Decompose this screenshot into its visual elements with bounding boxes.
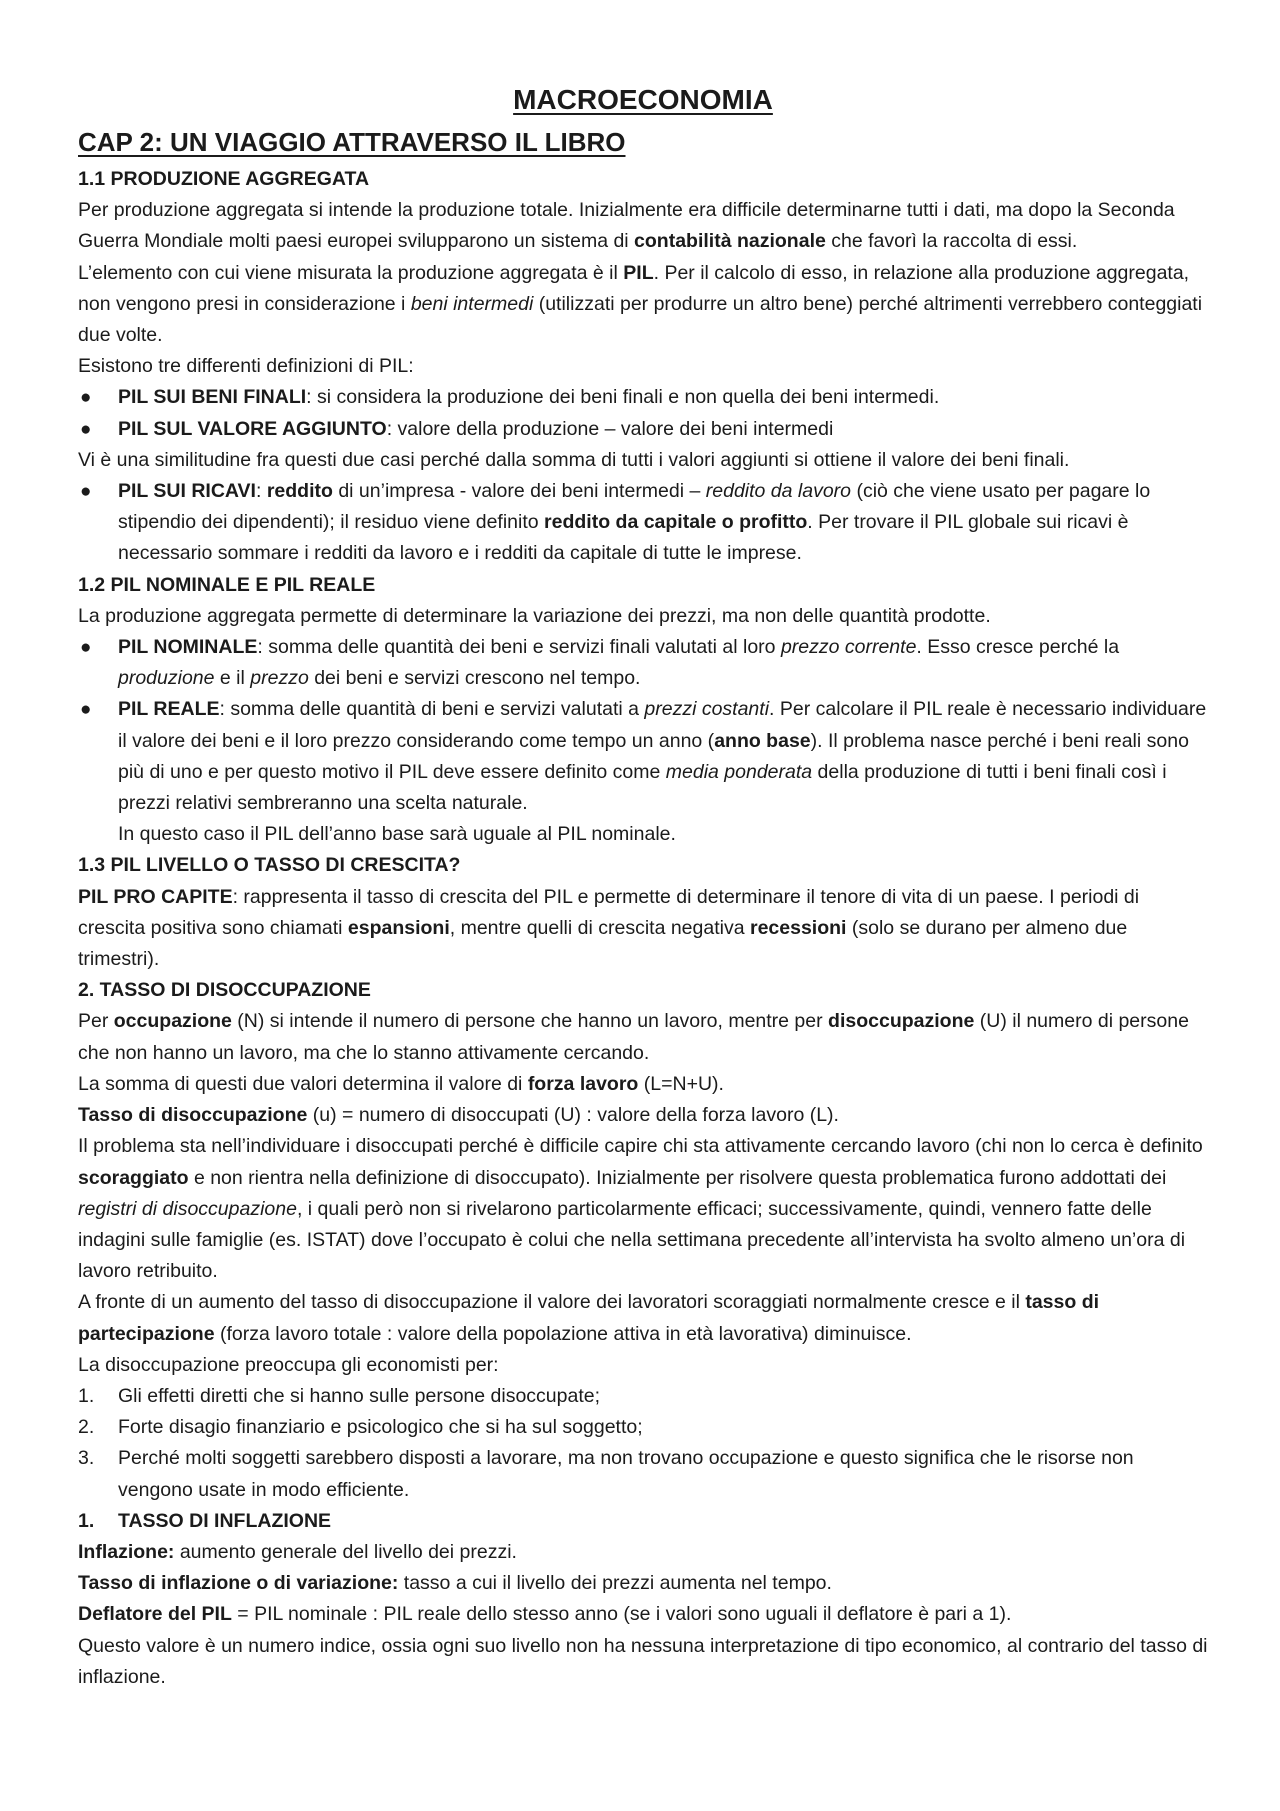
bullet-icon: ● [80, 637, 92, 659]
document-title: MACROECONOMIA [513, 84, 773, 115]
document-page [78, 78, 1208, 1693]
bullet-icon: ● [80, 699, 92, 721]
chapter-title: CAP 2: UN VIAGGIO ATTRAVERSO IL LIBRO [78, 127, 626, 157]
list-item: ● PIL SUI BENI FINALI: si considera la produzione dei beni finali e non quella dei beni intermedi. [78, 382, 1208, 413]
list-item-continuation: In questo caso il PIL dell’anno base sarà uguale al PIL nominale. [118, 823, 676, 846]
paragraph: Per produzione aggregata si intende la produzione totale. Inizialmente era difficile determinarne tutti i dati, ma dopo la Seconda Guerra Mondiale molti paesi europei svilupparono un sistema di contabilità nazionale che favorì la raccolta di essi. [78, 199, 1175, 253]
list-item: ● PIL NOMINALE: somma delle quantità dei beni e servizi finali valutati al loro prezzo corrente. Esso cresce perché la produzione e il prezzo dei beni e servizi crescono nel tempo. [78, 632, 1208, 694]
paragraph: Il problema sta nell’individuare i disoccupati perché è difficile capire chi sta attivamente cercando lavoro (chi non lo cerca è definito scoraggiato e non rientra nella definizione di disoccupato). Inizialmente per risolvere questa problematica furono addottati dei registri di disoccupazione, i quali però non si rivelarono particolarmente efficaci; successivamente, quindi, vennero fatte delle indagini sulle famiglie (es. ISTAT) dove l’occupato è colui che nella settimana precedente all’intervista ha svolto almeno un’ora di lavoro retribuito. [78, 1135, 1203, 1283]
bullet-icon: ● [80, 387, 92, 409]
section-heading-inflazione: 1. TASSO DI INFLAZIONE [78, 1509, 332, 1532]
paragraph: L’elemento con cui viene misurata la produzione aggregata è il PIL. Per il calcolo di esso, in relazione alla produzione aggregata, non vengono presi in considerazione i beni intermedi (utilizzati per produrre un altro bene) perché altrimenti verrebbero conteggiati due volte. [78, 261, 1203, 347]
paragraph: La somma di questi due valori determina il valore di forza lavoro (L=N+U). [78, 1072, 724, 1095]
numbered-list [78, 1381, 1208, 1506]
paragraph: PIL PRO CAPITE: rappresenta il tasso di crescita del PIL e permette di determinare il tenore di vita di un paese. I periodi di crescita positiva sono chiamati espansioni, mentre quelli di crescita negativa recessioni (solo se durano per almeno due trimestri). [78, 885, 1140, 971]
paragraph: Esistono tre differenti definizioni di PIL: [78, 355, 414, 378]
section-heading-1-1: 1.1 PRODUZIONE AGGREGATA [78, 168, 370, 190]
bullet-list [78, 476, 1208, 570]
bullet-icon: ● [80, 481, 92, 503]
list-item: ● PIL SUL VALORE AGGIUNTO: valore della produzione – valore dei beni intermedi [78, 414, 1208, 445]
paragraph: La produzione aggregata permette di determinare la variazione dei prezzi, ma non delle quantità prodotte. [78, 604, 991, 627]
paragraph: Deflatore del PIL = PIL nominale : PIL reale dello stesso anno (se i valori sono uguali il deflatore è pari a 1). [78, 1603, 1012, 1626]
paragraph: La disoccupazione preoccupa gli economisti per: [78, 1353, 499, 1376]
paragraph: Tasso di disoccupazione (u) = numero di disoccupati (U) : valore della forza lavoro (L). [78, 1104, 839, 1127]
paragraph: Vi è una similitudine fra questi due casi perché dalla somma di tutti i valori aggiunti si ottiene il valore dei beni finali. [78, 448, 1070, 471]
list-item: 1. Gli effetti diretti che si hanno sulle persone disoccupate; [78, 1384, 601, 1407]
list-item: 3. Perché molti soggetti sarebbero disposti a lavorare, ma non trovano occupazione e questo significa che le risorse non vengono usate in modo efficiente. [78, 1447, 1134, 1501]
paragraph: Tasso di inflazione o di variazione: tasso a cui il livello dei prezzi aumenta nel tempo. [78, 1572, 832, 1595]
paragraph: Questo valore è un numero indice, ossia ogni suo livello non ha nessuna interpretazione di tipo economico, al contrario del tasso di inflazione. [78, 1634, 1208, 1688]
section-heading-1-3: 1.3 PIL LIVELLO O TASSO DI CRESCITA? [78, 854, 461, 877]
bullet-icon: ● [80, 418, 92, 440]
section-heading-1-2: 1.2 PIL NOMINALE E PIL REALE [78, 573, 376, 596]
bullet-list [78, 382, 1208, 444]
paragraph: Per occupazione (N) si intende il numero di persone che hanno un lavoro, mentre per disoccupazione (U) il numero di persone che non hanno un lavoro, ma che lo stanno attivamente cercando. [78, 1010, 1189, 1064]
list-item: ● PIL SUI RICAVI: reddito di un’impresa - valore dei beni intermedi – reddito da lavoro (ciò che viene usato per pagare lo stipendio dei dipendenti); il residuo viene definito reddito da capitale o profitto. Per trovare il PIL globale sui ricavi è necessario sommare i redditi da lavoro e i redditi da capitale di tutte le imprese. [78, 476, 1208, 570]
paragraph: A fronte di un aumento del tasso di disoccupazione il valore dei lavoratori scoraggiati normalmente cresce e il tasso di partecipazione (forza lavoro totale : valore della popolazione attiva in età lavorativa) diminuisce. [78, 1291, 1100, 1345]
list-item: 2. Forte disagio finanziario e psicologico che si ha sul soggetto; [78, 1416, 643, 1439]
list-item: ● PIL REALE: somma delle quantità di beni e servizi valutati a prezzi costanti. Per calcolare il PIL reale è necessario individuare il valore dei beni e il loro prezzo considerando come tempo un anno (anno base). Il problema nasce perché i beni reali sono più di uno e per questo motivo il PIL deve essere definito come media ponderata della produzione di tutti i beni finali così i prezzi relativi sembreranno una scelta naturale. In questo caso il PIL dell’anno base sarà uguale al PIL nominale. [78, 694, 1208, 850]
bullet-list [78, 632, 1208, 850]
paragraph: Inflazione: aumento generale del livello dei prezzi. [78, 1540, 517, 1563]
section-heading-2: 2. TASSO DI DISOCCUPAZIONE [78, 979, 371, 1002]
